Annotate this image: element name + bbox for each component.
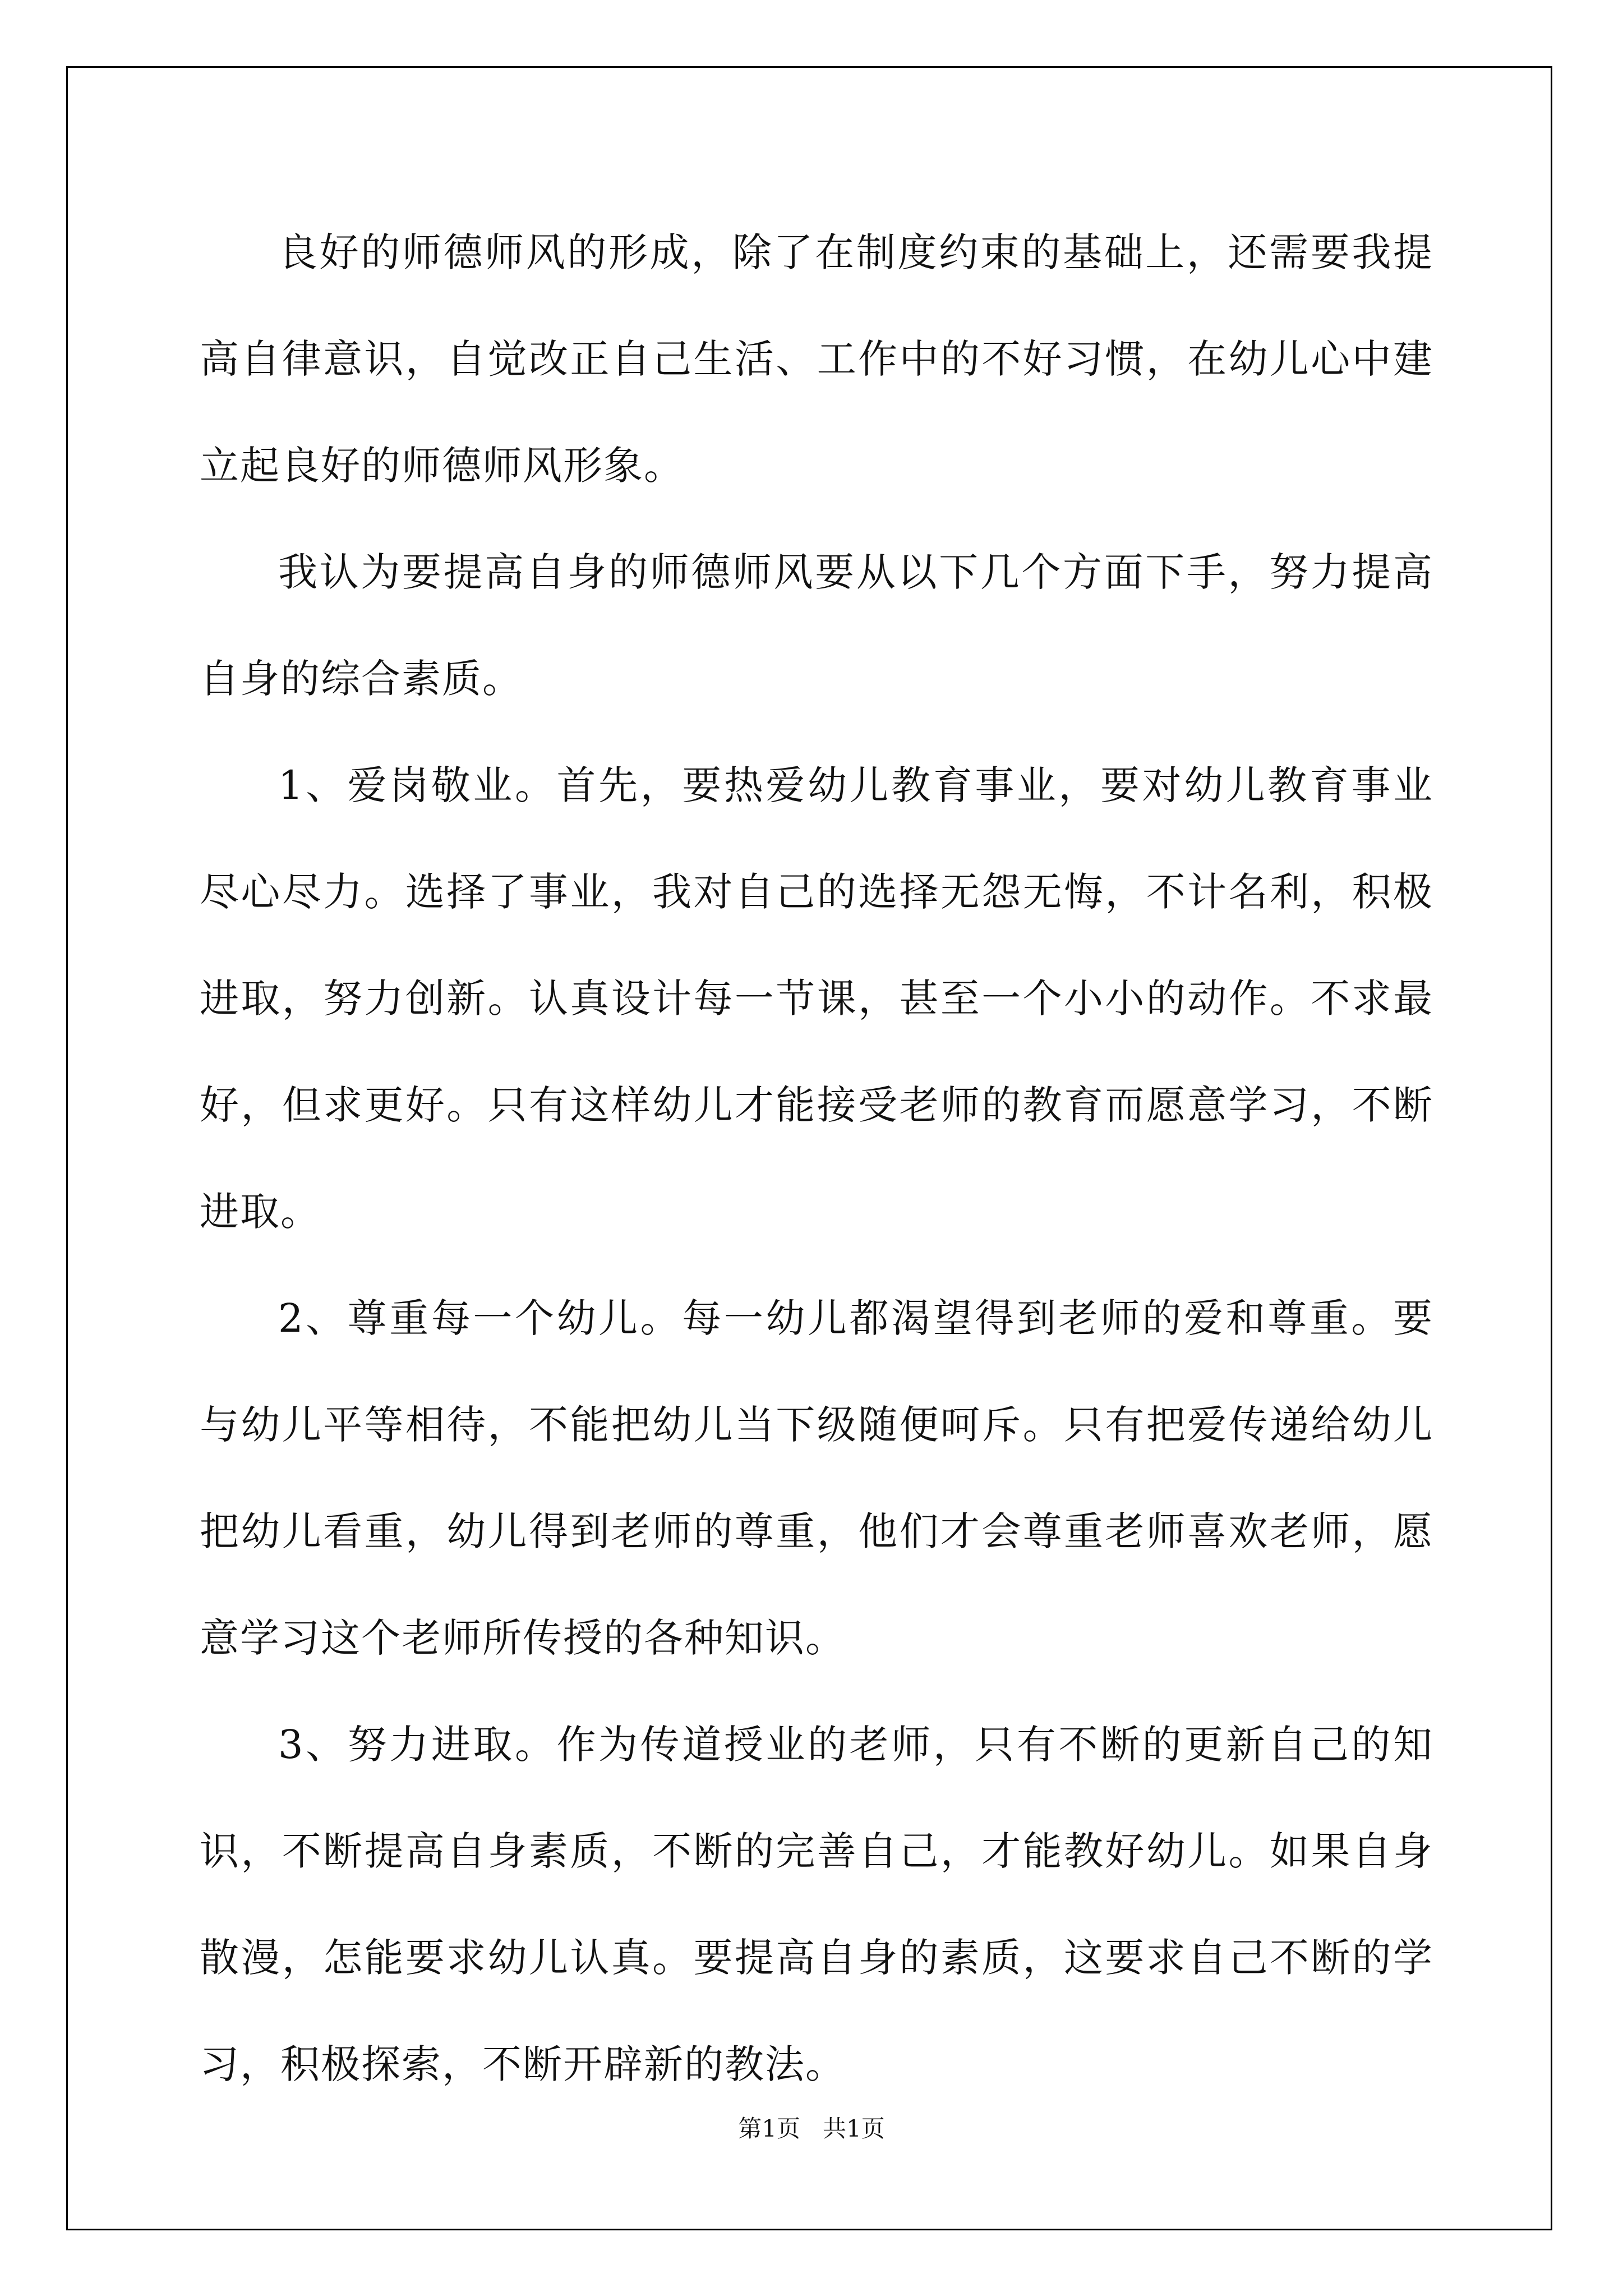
paragraph: 1、爱岗敬业。首先，要热爱幼儿教育事业，要对幼儿教育事业尽心尽力。选择了事业，我对自己的选择无怨无悔，不计名利，积极进取，努力创新。认真设计每一节课，甚至一个小小的动作。不求最好，但求更好。只有这样幼儿才能接受老师的教育而愿意学习，不断进取。: [200, 762, 1433, 1235]
paragraph: 2、尊重每一个幼儿。每一幼儿都渴望得到老师的爱和尊重。要与幼儿平等相待，不能把幼儿当下级随便呵斥。只有把爱传递给幼儿把幼儿看重，幼儿得到老师的尊重，他们才会尊重老师喜欢老师，愿意学习这个老师所传授的各种知识。: [200, 1295, 1433, 1661]
page-total: 共1页: [823, 2115, 885, 2142]
paragraph: 3、努力进取。作为传道授业的老师，只有不断的更新自己的知识，不断提高自身素质，不断的完善自己，才能教好幼儿。如果自身散漫，怎能要求幼儿认真。要提高自身的素质，这要求自己不断的学习，积极探索，不断开辟新的教法。: [200, 1722, 1433, 2087]
paragraph: 我认为要提高自身的师德师风要从以下几个方面下手，努力提高自身的综合素质。: [200, 549, 1433, 702]
page-number: 第1页: [738, 2115, 800, 2142]
paragraph: 良好的师德师风的形成，除了在制度约束的基础上，还需要我提高自律意识，自觉改正自己生活、工作中的不好习惯，在幼儿心中建立起良好的师德师风形象。: [200, 229, 1433, 489]
document-body: [200, 199, 1433, 2118]
page-footer: [0, 2110, 1623, 2144]
